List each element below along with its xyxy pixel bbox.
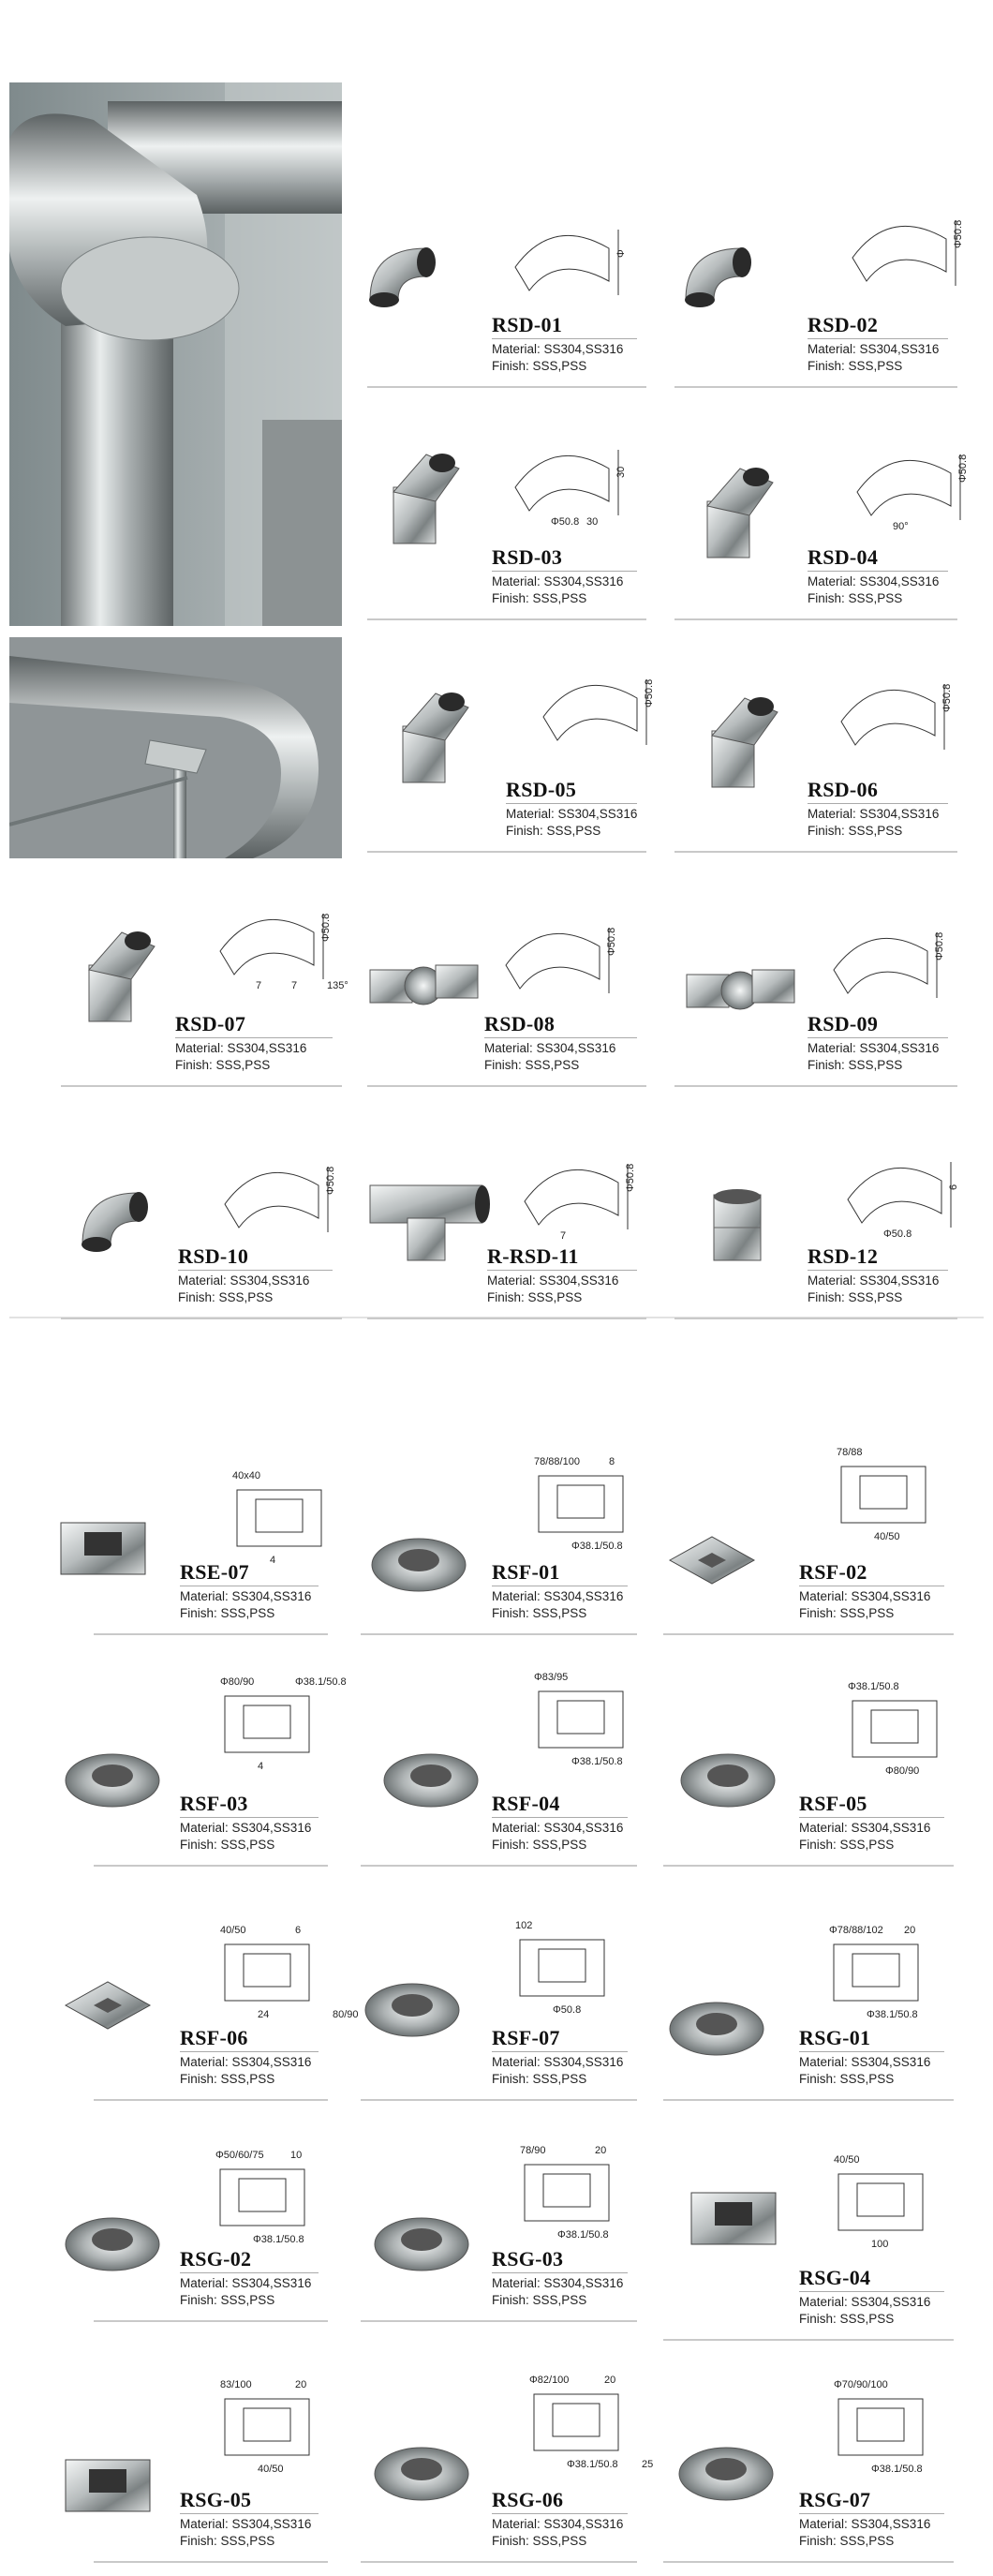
finish-text: Finish: SSS,PSS [492, 2293, 587, 2307]
dimension-label: Φ50.8 [625, 1163, 636, 1192]
finish-text: Finish: SSS,PSS [492, 2072, 587, 2086]
product-photo [365, 1176, 487, 1270]
material-text: Material: SS304,SS316 [492, 2517, 624, 2531]
dimension-label: 83/100 [220, 2379, 252, 2390]
item-separator [361, 1633, 637, 1635]
product-spec [506, 806, 637, 840]
dimension-label: Φ50.8 [953, 219, 964, 248]
item-separator [367, 1085, 646, 1087]
finish-text: Finish: SSS,PSS [175, 1058, 271, 1072]
dimension-label: Φ78/88/102 [829, 1925, 883, 1936]
finish-text: Finish: SSS,PSS [492, 591, 587, 605]
finish-text: Finish: SSS,PSS [799, 2312, 895, 2326]
product-photo [660, 1518, 782, 1612]
product-code: RSF-02 [799, 1560, 867, 1584]
code-underline [180, 2051, 319, 2052]
technical-drawing [211, 1668, 347, 1772]
technical-drawing [827, 1438, 958, 1541]
product-spec [180, 2054, 311, 2088]
code-underline [808, 1270, 948, 1271]
product-spec [180, 1588, 311, 1622]
dimension-label: Φ38.1/50.8 [867, 2009, 918, 2020]
dimension-label: Φ50.8 [320, 913, 332, 942]
material-text: Material: SS304,SS316 [799, 1821, 931, 1835]
dimension-label: Φ50.8 [606, 927, 617, 956]
dimension-label: 4 [258, 1761, 264, 1772]
item-separator [367, 618, 646, 620]
technical-drawing [215, 1148, 347, 1251]
item-separator [663, 2561, 954, 2563]
item-separator [367, 386, 646, 388]
material-text: Material: SS304,SS316 [484, 1041, 616, 1055]
dimension-label: 100 [871, 2239, 889, 2250]
dimension-label: 78/90 [520, 2145, 546, 2156]
dimension-label: 6 [295, 1925, 302, 1936]
product-spec [178, 1273, 309, 1306]
product-photo [73, 1179, 195, 1273]
product-code: RSF-04 [492, 1792, 560, 1815]
material-text: Material: SS304,SS316 [492, 574, 624, 588]
technical-drawing [223, 1462, 354, 1565]
dimension-label: Φ [615, 249, 627, 258]
product-photo [689, 464, 810, 558]
item-separator [367, 851, 646, 853]
material-text: Material: SS304,SS316 [799, 2055, 931, 2069]
product-photo [370, 2197, 492, 2291]
code-underline [808, 338, 948, 339]
product-spec [484, 1040, 615, 1074]
dimension-label: Φ70/90/100 [834, 2379, 888, 2390]
dimension-label: 25 [642, 2459, 654, 2470]
technical-drawing [506, 211, 637, 314]
material-text: Material: SS304,SS316 [799, 2517, 931, 2531]
product-code: RSD-07 [175, 1012, 246, 1035]
dimension-label: Φ38.1/50.8 [571, 1541, 623, 1552]
dimension-label: Φ50.8 [553, 2004, 582, 2016]
product-spec [492, 1820, 623, 1854]
dimension-label: Φ38.1/50.8 [295, 1676, 347, 1688]
technical-drawing [211, 895, 348, 998]
item-separator [674, 618, 957, 620]
code-underline [808, 571, 948, 572]
item-separator [361, 2099, 637, 2101]
dimension-label: 10 [290, 2150, 303, 2161]
product-photo [375, 450, 496, 543]
technical-drawing [211, 1916, 359, 2020]
product-photo [61, 2197, 183, 2291]
material-text: Material: SS304,SS316 [180, 2055, 312, 2069]
product-code: RSF-03 [180, 1792, 248, 1815]
material-text: Material: SS304,SS316 [808, 342, 940, 356]
code-underline [484, 1037, 637, 1038]
code-underline [799, 1817, 944, 1818]
product-code: RSG-06 [492, 2488, 564, 2511]
product-code: RSD-01 [492, 313, 563, 336]
dimension-label: Φ80/90 [885, 1765, 920, 1777]
code-underline [506, 803, 637, 804]
dimension-label: 20 [295, 2379, 307, 2390]
product-code: RSE-07 [180, 1560, 249, 1584]
technical-drawing [824, 2371, 956, 2474]
product-code: RSF-07 [492, 2026, 560, 2049]
code-underline [492, 2513, 628, 2514]
dimension-label: 7 [560, 1230, 567, 1242]
material-text: Material: SS304,SS316 [808, 1041, 940, 1055]
product-photo [70, 928, 192, 1021]
dimension-label: Φ50.8 [644, 678, 655, 707]
finish-text: Finish: SSS,PSS [799, 1606, 895, 1620]
material-text: Material: SS304,SS316 [808, 574, 940, 588]
code-underline [799, 2291, 944, 2292]
material-text: Material: SS304,SS316 [492, 1821, 624, 1835]
finish-text: Finish: SSS,PSS [799, 1838, 895, 1852]
item-separator [674, 1085, 957, 1087]
code-underline [492, 1817, 628, 1818]
finish-text: Finish: SSS,PSS [180, 1838, 275, 1852]
product-code: RSG-05 [180, 2488, 252, 2511]
material-text: Material: SS304,SS316 [492, 2055, 624, 2069]
code-underline [180, 2272, 319, 2273]
dimension-label: 40x40 [232, 1470, 260, 1482]
product-code: RSD-10 [178, 1244, 249, 1268]
dimension-label: 4 [270, 1555, 276, 1566]
material-text: Material: SS304,SS316 [487, 1273, 619, 1288]
material-text: Material: SS304,SS316 [180, 2517, 312, 2531]
product-code: RSD-04 [808, 545, 879, 569]
finish-text: Finish: SSS,PSS [799, 2534, 895, 2548]
product-photo [56, 2441, 178, 2535]
product-code: RSD-05 [506, 778, 577, 801]
product-code: RSD-08 [484, 1012, 556, 1035]
item-separator [663, 1865, 954, 1867]
technical-drawing [525, 1448, 656, 1551]
product-spec [180, 2516, 311, 2550]
railing-corner-photo [9, 82, 342, 626]
finish-text: Finish: SSS,PSS [180, 2534, 275, 2548]
item-separator [94, 2561, 328, 2563]
technical-drawing [838, 1673, 970, 1776]
dimension-label: 40/50 [874, 1531, 900, 1542]
technical-drawing [496, 909, 628, 1012]
product-spec [799, 2294, 930, 2328]
product-spec [492, 1588, 623, 1622]
technical-drawing [515, 1145, 646, 1248]
technical-drawing [843, 201, 974, 305]
code-underline [808, 1037, 948, 1038]
railing-handrail-photo [9, 637, 342, 858]
dimension-label: 30 [615, 466, 627, 478]
technical-drawing [832, 665, 963, 768]
product-code: RSG-01 [799, 2026, 871, 2049]
product-spec [492, 2516, 623, 2550]
dimension-label: 7 [291, 980, 298, 991]
technical-drawing [525, 1663, 656, 1766]
item-separator [61, 1318, 342, 1319]
product-spec [180, 2275, 311, 2309]
material-text: Material: SS304,SS316 [492, 2276, 624, 2290]
finish-text: Finish: SSS,PSS [492, 1606, 587, 1620]
technical-drawing [520, 2366, 654, 2470]
item-separator [674, 386, 957, 388]
technical-drawing [838, 1143, 970, 1246]
product-code: RSD-02 [808, 313, 879, 336]
dimension-label: 20 [604, 2375, 616, 2386]
item-separator [94, 2099, 328, 2101]
dimension-label: 6 [948, 1184, 959, 1190]
material-text: Material: SS304,SS316 [799, 1589, 931, 1603]
dimension-label: 20 [904, 1925, 916, 1936]
product-code: RSG-03 [492, 2247, 564, 2271]
code-underline [175, 1037, 333, 1038]
code-underline [487, 1270, 637, 1271]
product-spec [492, 573, 623, 607]
item-separator [94, 2320, 328, 2322]
product-photo [674, 2427, 796, 2521]
technical-drawing [506, 1912, 637, 2015]
product-code: RSG-04 [799, 2266, 871, 2289]
technical-drawing [534, 661, 665, 764]
product-photo [61, 1734, 183, 1827]
technical-drawing [211, 2371, 342, 2474]
code-underline [492, 338, 637, 339]
dimension-label: 135° [327, 980, 348, 991]
item-separator [674, 1318, 957, 1319]
dimension-label: 7 [256, 980, 262, 991]
material-text: Material: SS304,SS316 [506, 807, 638, 821]
dimension-label: Φ50.8 [941, 683, 953, 712]
dimension-label: Φ50/60/75 [215, 2150, 264, 2161]
dimension-label: Φ38.1/50.8 [848, 1681, 899, 1692]
dimension-label: 24 [258, 2009, 270, 2020]
product-code: RSG-02 [180, 2247, 252, 2271]
dimension-label: Φ50.8 [934, 931, 945, 960]
finish-text: Finish: SSS,PSS [180, 1606, 275, 1620]
finish-text: Finish: SSS,PSS [180, 2293, 275, 2307]
dimension-label: Φ83/95 [534, 1672, 569, 1683]
technical-drawing [824, 2146, 956, 2249]
finish-text: Finish: SSS,PSS [799, 2072, 895, 2086]
finish-text: Finish: SSS,PSS [484, 1058, 580, 1072]
product-photo [361, 1963, 482, 2057]
product-code: RSG-07 [799, 2488, 871, 2511]
item-separator [361, 2320, 637, 2322]
product-spec [487, 1273, 618, 1306]
material-text: Material: SS304,SS316 [799, 2295, 931, 2309]
material-text: Material: SS304,SS316 [180, 2276, 312, 2290]
material-text: Material: SS304,SS316 [180, 1821, 312, 1835]
item-separator [674, 851, 957, 853]
product-photo [365, 946, 487, 1040]
dimension-label: 78/88 [837, 1447, 863, 1458]
dimension-label: 8 [609, 1456, 615, 1467]
code-underline [180, 1817, 319, 1818]
finish-text: Finish: SSS,PSS [506, 824, 601, 838]
product-spec [808, 1040, 939, 1074]
product-photo [56, 1963, 178, 2057]
dimension-label: Φ50.8 [883, 1228, 912, 1240]
product-photo [676, 234, 798, 328]
finish-text: Finish: SSS,PSS [808, 1290, 903, 1304]
material-text: Material: SS304,SS316 [808, 807, 940, 821]
product-spec [492, 2054, 623, 2088]
product-spec [180, 1820, 311, 1854]
dimension-label: Φ82/100 [529, 2375, 570, 2386]
dimension-label: Φ50.8 [551, 516, 580, 528]
product-photo [361, 234, 482, 328]
dimension-label: 102 [515, 1920, 533, 1931]
finish-text: Finish: SSS,PSS [808, 1058, 903, 1072]
material-text: Material: SS304,SS316 [492, 342, 624, 356]
code-underline [180, 2513, 319, 2514]
dimension-label: Φ38.1/50.8 [567, 2459, 618, 2470]
code-underline [492, 2051, 628, 2052]
material-text: Material: SS304,SS316 [808, 1273, 940, 1288]
finish-text: Finish: SSS,PSS [492, 2534, 587, 2548]
product-photo [665, 1982, 787, 2076]
material-text: Material: SS304,SS316 [180, 1589, 312, 1603]
product-photo [693, 693, 815, 787]
dimension-label: Φ38.1/50.8 [253, 2234, 304, 2245]
dimension-label: 78/88/100 [534, 1456, 580, 1467]
product-code: RSF-05 [799, 1792, 867, 1815]
product-spec [175, 1040, 306, 1074]
dimension-label: Φ38.1/50.8 [871, 2464, 923, 2475]
dimension-label: Φ50.8 [325, 1166, 336, 1195]
finish-text: Finish: SSS,PSS [487, 1290, 583, 1304]
technical-drawing [848, 436, 979, 539]
code-underline [799, 2513, 944, 2514]
item-separator [361, 1865, 637, 1867]
item-separator [367, 1318, 646, 1319]
dimension-label: 40/50 [258, 2464, 284, 2475]
code-underline [492, 2272, 628, 2273]
product-spec [799, 1820, 930, 1854]
product-spec [492, 2275, 623, 2309]
product-spec [808, 341, 939, 375]
finish-text: Finish: SSS,PSS [808, 824, 903, 838]
product-code: RSF-01 [492, 1560, 560, 1584]
code-underline [178, 1270, 333, 1271]
item-separator [663, 2339, 954, 2341]
dimension-label: 20 [595, 2145, 607, 2156]
technical-drawing [506, 431, 637, 534]
product-code: RSD-12 [808, 1244, 879, 1268]
product-photo [676, 1734, 798, 1827]
technical-drawing [820, 1916, 951, 2019]
finish-text: Finish: SSS,PSS [808, 591, 903, 605]
product-photo [682, 951, 804, 1045]
material-text: Material: SS304,SS316 [492, 1589, 624, 1603]
finish-text: Finish: SSS,PSS [492, 1838, 587, 1852]
product-code: RSD-03 [492, 545, 563, 569]
finish-text: Finish: SSS,PSS [178, 1290, 274, 1304]
item-separator [61, 1085, 342, 1087]
code-underline [808, 803, 948, 804]
dimension-label: Φ38.1/50.8 [557, 2229, 609, 2241]
product-spec [808, 573, 939, 607]
item-separator [663, 2099, 954, 2101]
finish-text: Finish: SSS,PSS [492, 359, 587, 373]
product-photo [384, 689, 506, 782]
product-spec [799, 1588, 930, 1622]
dimension-label: 40/50 [220, 1925, 246, 1936]
product-photo [682, 2174, 804, 2268]
product-photo [370, 2427, 492, 2521]
item-separator [663, 1633, 954, 1635]
product-code: R-RSD-11 [487, 1244, 579, 1268]
product-spec [808, 806, 939, 840]
item-separator [361, 2561, 637, 2563]
code-underline [492, 571, 637, 572]
dimension-label: 90° [893, 521, 909, 532]
technical-drawing [824, 914, 956, 1017]
finish-text: Finish: SSS,PSS [808, 359, 903, 373]
dimension-label: Φ38.1/50.8 [571, 1756, 623, 1767]
product-spec [492, 341, 623, 375]
product-code: RSF-06 [180, 2026, 248, 2049]
technical-drawing [511, 2137, 642, 2240]
product-spec [799, 2054, 930, 2088]
dimension-label: 40/50 [834, 2154, 860, 2166]
item-separator [94, 1633, 328, 1635]
dimension-label: Φ80/90 [220, 1676, 255, 1688]
item-separator [94, 1865, 328, 1867]
product-photo [52, 1504, 173, 1598]
product-spec [799, 2516, 930, 2550]
dimension-label: 80/90 [333, 2009, 359, 2020]
material-text: Material: SS304,SS316 [178, 1273, 310, 1288]
product-photo [367, 1518, 489, 1612]
product-code: RSD-09 [808, 1012, 879, 1035]
product-code: RSD-06 [808, 778, 879, 801]
product-spec [808, 1273, 939, 1306]
technical-drawing [206, 2141, 337, 2244]
material-text: Material: SS304,SS316 [175, 1041, 307, 1055]
finish-text: Finish: SSS,PSS [180, 2072, 275, 2086]
code-underline [799, 2051, 944, 2052]
dimension-label: 30 [586, 516, 599, 528]
dimension-label: Φ50.8 [957, 454, 969, 483]
product-photo [379, 1734, 501, 1827]
